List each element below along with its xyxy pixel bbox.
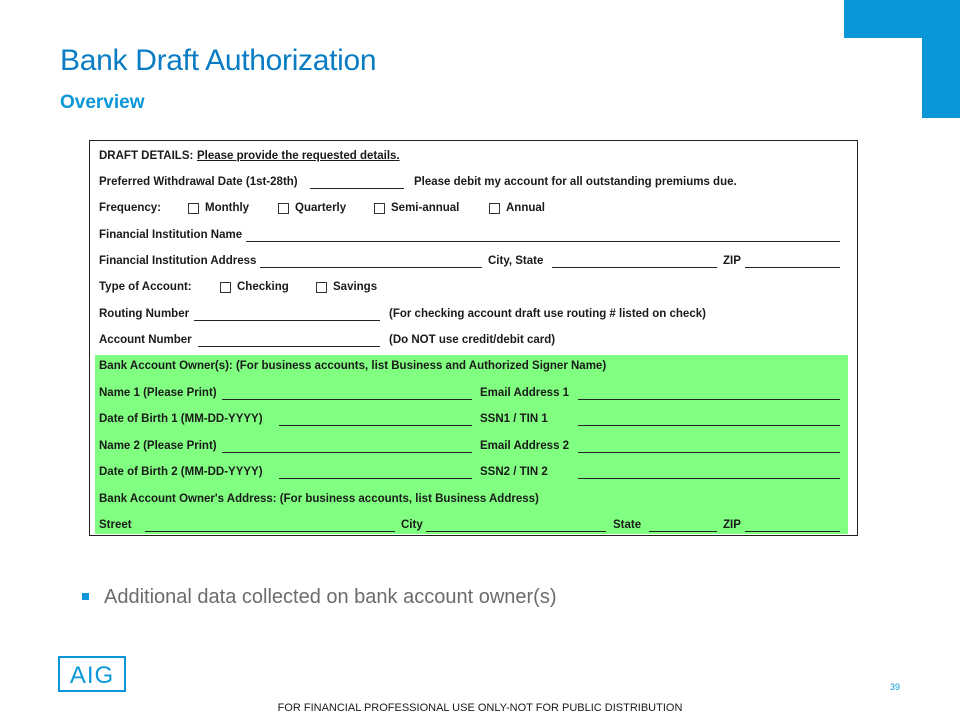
institution-name-line [246,229,840,242]
zip-line [745,255,840,268]
ssn2-label: SSN2 / TIN 2 [480,466,548,478]
owners-header-row [99,360,848,378]
name1-label: Name 1 (Please Print) [99,387,217,399]
withdrawal-date-line [310,176,404,189]
account-type-row [99,281,848,299]
frequency-row [99,202,848,220]
aig-logo-text: AIG [69,662,115,689]
owner-address-header-row [99,493,848,511]
routing-number-label: Routing Number [99,308,190,320]
ssn1-label: SSN1 / TIN 1 [480,413,548,425]
frequency-option: Quarterly [295,202,347,214]
institution-name-row [99,229,848,247]
account-number-line [198,334,380,347]
frequency-option: Semi-annual [391,202,460,214]
frequency-option: Annual [506,202,545,214]
institution-address-row [99,255,848,273]
account-number-row [99,334,848,352]
footer-disclaimer: FOR FINANCIAL PROFESSIONAL USE ONLY-NOT FOR PUBLIC DISTRIBUTION [277,702,683,714]
frequency-option: Monthly [205,202,250,214]
dob2-row [99,466,848,484]
corner-accent-bar [922,38,960,118]
dob1-label: Date of Birth 1 (MM-DD-YYYY) [99,413,263,425]
street-line [145,519,395,532]
email2-label: Email Address 2 [480,440,570,452]
savings-checkbox [316,282,327,293]
email1-label: Email Address 1 [480,387,570,399]
bullet-square-icon [82,593,89,600]
city-label: City [401,519,423,531]
frequency-label: Frequency: [99,202,161,214]
bank-draft-form-image [89,140,858,536]
dob1-line [279,413,472,426]
city-line [426,519,606,532]
account-type-option: Checking [237,281,289,293]
routing-number-line [194,308,380,321]
ssn2-line [578,466,840,479]
zip2-label: ZIP [723,519,741,531]
state-line [649,519,717,532]
zip-label: ZIP [723,255,741,267]
owners-header: Bank Account Owner(s): (For business accounts, list Business and Authorized Signer Name) [99,360,607,372]
page-number: 39 [890,682,901,692]
slide-subtitle: Overview [60,92,145,113]
street-row [99,519,848,537]
semi-annual-checkbox [374,203,385,214]
draft-details-row [99,150,848,168]
debit-note: Please debit my account for all outstanding premiums due. [414,176,737,188]
bullet-text: Additional data collected on bank account owner(s) [104,586,557,608]
draft-details-note: Please provide the requested details. [197,150,400,162]
annual-checkbox [489,203,500,214]
zip2-line [745,519,840,532]
quarterly-checkbox [278,203,289,214]
institution-address-line [260,255,482,268]
email1-line [578,387,840,400]
ssn1-line [578,413,840,426]
city-state-label: City, State [488,255,544,267]
name2-line [222,440,472,453]
account-type-label: Type of Account: [99,281,192,293]
owner-address-header: Bank Account Owner's Address: (For business accounts, list Business Address) [99,493,539,505]
dob1-row [99,413,848,431]
corner-accent-block [844,0,960,38]
name2-label: Name 2 (Please Print) [99,440,217,452]
routing-note: (For checking account draft use routing # listed on check) [389,308,706,320]
name1-line [222,387,472,400]
state-label: State [613,519,642,531]
institution-address-label: Financial Institution Address [99,255,257,267]
email2-line [578,440,840,453]
routing-number-row [99,308,848,326]
account-note: (Do NOT use credit/debit card) [389,334,556,346]
withdrawal-date-label: Preferred Withdrawal Date (1st-28th) [99,176,298,188]
dob2-label: Date of Birth 2 (MM-DD-YYYY) [99,466,263,478]
checking-checkbox [220,282,231,293]
aig-logo [58,656,126,692]
withdrawal-date-row [99,176,848,194]
aig-logo-mark [60,658,124,690]
name2-row [99,440,848,458]
street-label: Street [99,519,132,531]
name1-row [99,387,848,405]
dob2-line [279,466,472,479]
institution-name-label: Financial Institution Name [99,229,243,241]
account-number-label: Account Number [99,334,192,346]
monthly-checkbox [188,203,199,214]
draft-details-label: DRAFT DETAILS: [99,150,194,162]
city-state-line [552,255,717,268]
slide-title: Bank Draft Authorization [60,44,377,77]
account-type-option: Savings [333,281,378,293]
